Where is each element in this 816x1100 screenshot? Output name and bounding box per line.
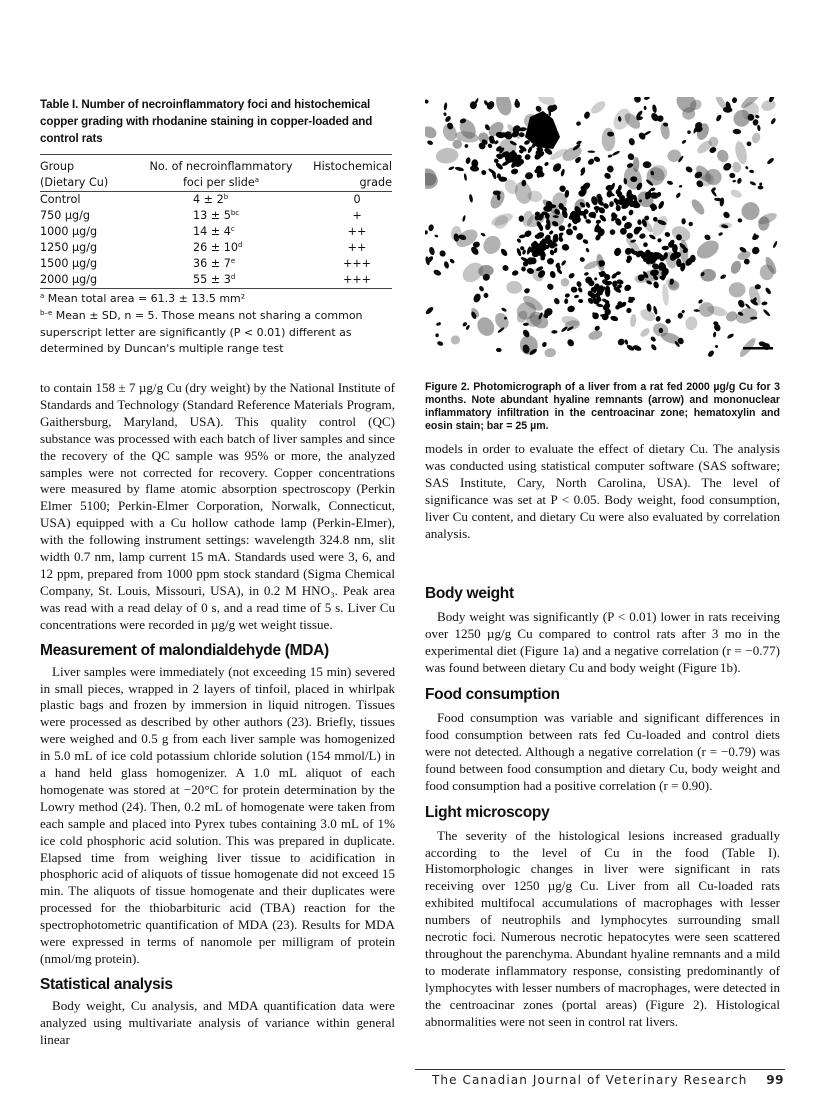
- figure-caption: Figure 2. Photomicrograph of a liver from a rat fed 2000 µg/g Cu for 3 months. Note abundant hyaline remnants (arrow) and mononuclear inflammatory infiltration in the centroacinar zone; hematoxylin and eosin stain; bar = 25 µm.: [425, 380, 780, 433]
- cell-grade: [312, 224, 392, 240]
- cell-foci-value: 55 ± 3: [193, 273, 231, 286]
- cell-grade-value: +++: [342, 257, 372, 270]
- paragraph-body-weight: Body weight was significantly (P < 0.01) lower in rats receiving over 1250 µg/g Cu compared to control rats after 3 mo in the experimental diet (Figure 1a) and a negative correlation (r = −0.77) was found between dietary Cu and body weight (Figure 1b).: [425, 609, 780, 676]
- paragraph-stats-cont: models in order to evaluate the effect of dietary Cu. The analysis was conducted using statistical computer software (SAS software; SAS Institute, Cary, North Carolina, USA). The level of significance was set at P < 0.05. Body weight, food consumption, liver Cu content, and dietary Cu were also evaluated by correlation analysis.: [425, 441, 780, 541]
- data-table: [40, 154, 392, 289]
- header-grade: Histochemical: [312, 155, 392, 176]
- cell-foci-superscript: c: [230, 225, 235, 233]
- table-row: [40, 256, 392, 272]
- header-foci-sub-text: foci per slide: [182, 176, 255, 189]
- right-column-text: [425, 441, 780, 1030]
- cell-foci-value: 14 ± 4: [193, 225, 231, 238]
- cell-group: 1250 µg/g: [40, 241, 98, 254]
- table-row: [40, 272, 392, 289]
- cell-foci-value: 36 ± 7: [193, 257, 231, 270]
- table-header-row: [40, 175, 392, 192]
- cell-foci: [130, 272, 312, 289]
- page-number: 99: [766, 1073, 784, 1087]
- heading-body-weight: Body weight: [425, 585, 514, 603]
- footnote-marker: a: [40, 292, 45, 300]
- cell-foci: [130, 256, 312, 272]
- cell-grade-value: ++: [347, 241, 367, 254]
- cell-foci-value: 13 ± 5: [193, 209, 231, 222]
- cell-foci: [130, 208, 312, 224]
- cell-foci-value: 26 ± 10: [193, 241, 238, 254]
- paragraph-stats-start: Body weight, Cu analysis, and MDA quantification data were analyzed using multivariate analysis of variance within general linear: [40, 997, 395, 1047]
- footnote-b-e: [40, 308, 392, 357]
- cell-foci: [130, 192, 312, 209]
- cell-group: 1500 µg/g: [40, 257, 98, 270]
- footnote-a: [40, 291, 392, 307]
- cell-foci-value: 4 ± 2: [193, 193, 224, 206]
- footer-rule: [415, 1069, 785, 1070]
- paragraph-light-microscopy: The severity of the histological lesions increased gradually according to the level of Cu in the food (Table I). Histomorphologic changes in liver were significant in rats receiving over 1250 µg/g Cu. Liver from all Cu-loaded rats exhibited multifocal accumulations of macrophages with lesser numbers of neutrophils and lymphocytes surrounding small necrotic foci. Numerous necrotic hepatocytes were seen scattered throughout the parenchyma. Abundant hyaline remnants and a mild to moderate inflammatory response, consisting predominantly of lymphocytes with lesser numbers of macrophages, were detected in the centroacinar zones (portal areas) (Figure 2). Histological abnormalities were not seen in control rat livers.: [425, 827, 780, 1029]
- figure-2-photomicrograph: [425, 97, 777, 357]
- cell-grade-value: ++: [347, 225, 367, 238]
- scale-bar: [743, 347, 773, 350]
- heading-light-microscopy: Light microscopy: [425, 803, 550, 821]
- cell-foci-superscript: e: [230, 257, 236, 265]
- cell-foci: [130, 224, 312, 240]
- cell-group: 1000 µg/g: [40, 225, 98, 238]
- cell-grade-value: +++: [342, 273, 372, 286]
- footnote-marker: b–e: [40, 309, 53, 318]
- paragraph-cu-analysis: to contain 158 ± 7 µg/g Cu (dry weight) by the National Institute of Standards and Technology (Standard Reference Materials Program, Gaithersburg, Maryland, USA). This quality control (QC) substance was processed with each batch of liver samples and since the recovery of the QC sample was 95% or more, the analyzed samples were not corrected for recovery. Copper concentrations were measured by flame atomic absorption spectroscopy (Perkin Elmer 5100; Perkin-Elmer Corporation, Norwalk, Connecticut, USA) equipped with a Cu hollow cathode lamp (Perkin-Elmer), with the following instrument settings: wavelength 324.8 nm, slit width 0.7 nm, lamp current 15 mA. Standards used were 3, 6, and 12 ppm, prepared from 1000 ppm stock standard (Sigma Chemical Company, St. Louis, Missouri, USA), in 0.2 M HNO₃. Peak area was read with a read delay of 0 s, and a read time of 5 s. Liver Cu concentrations were recorded in µg/g wet weight tissue.: [40, 380, 395, 632]
- heading-statistical-analysis: Statistical analysis: [40, 975, 173, 993]
- cell-group: 2000 µg/g: [40, 272, 130, 289]
- paragraph-mda: Liver samples were immediately (not exceeding 15 min) severed in small pieces, wrapped in 2 layers of tinfoil, placed in whirlpak plastic bags and frozen by immersion in liquid nitrogen. Tissues were processed as described by other authors (23). Briefly, tissues were weighed and 0.5 g from each liver sample was homogenized in 5.0 mL of ice cold potassium chloride solution (154 mmol/L) in a hand held glass homogenizer. A 1.0 mL aliquot of each homogenate was stored at −20°C for protein determination by the Lowry method (24). Then, 0.2 mL of homogenate were taken from each sample and placed into Pyrex tubes containing 3.0 mL of 1% ice cold phosphoric acid solution. This was prepared in duplicate. Elapsed time from weighing liver tissue to acidification in phosphoric acid of aliquots of tissue homogenate did not exceed 15 min. The aliquots of tissue homogenate and their duplicates were processed for the thiobarbituric acid (TBA) reaction for the spectrophotometric quantification of MDA (23). Results for MDA were expressed in terms of nanomole per milligram of protein (nmol/mg protein).: [40, 663, 395, 966]
- table-footnotes: [40, 291, 392, 358]
- table-caption: Table I. Number of necroinflammatory foci and histochemical copper grading with rhodanine staining in copper-loaded and control rats: [40, 98, 373, 145]
- heading-food-consumption: Food consumption: [425, 686, 560, 704]
- table-row: [40, 240, 392, 256]
- header-grade-sub: grade: [312, 175, 392, 192]
- footnote-text: Mean ± SD, n = 5. Those means not sharing a common superscript letter are significantly (P < 0.01) different as determined by Duncan's multiple range test: [40, 309, 363, 356]
- footnote-text: Mean total area = 61.3 ± 13.5 mm²: [47, 292, 246, 305]
- header-foci-sub: [130, 175, 312, 192]
- table-row: [40, 224, 392, 240]
- header-group: Group: [40, 155, 130, 176]
- photomicrograph-image: [425, 97, 777, 357]
- table-header-row: [40, 155, 392, 176]
- table-1: [40, 96, 392, 359]
- journal-name: The Canadian Journal of Veterinary Research: [432, 1073, 748, 1087]
- cell-foci-superscript: d: [230, 273, 236, 281]
- cell-group: 750 µg/g: [40, 209, 90, 222]
- footnote-marker: a: [254, 176, 260, 184]
- cell-foci-superscript: b: [223, 193, 229, 201]
- paragraph-food-consumption: Food consumption was variable and significant differences in food consumption between rats fed Cu-loaded and control diets were not detected. Although a negative correlation (r = −0.79) was found between food consumption and dietary Cu, body weight and food consumption had a positive correlation (r = 0.90).: [425, 710, 780, 793]
- cell-grade: [312, 240, 392, 256]
- page-footer: [432, 1073, 784, 1087]
- cell-grade: [312, 256, 392, 272]
- cell-grade-value: +: [352, 209, 362, 222]
- cell-foci-superscript: d: [237, 241, 243, 249]
- cell-grade: [312, 192, 392, 209]
- heading-mda: Measurement of malondialdehyde (MDA): [40, 641, 329, 659]
- left-column-text: [40, 380, 395, 1049]
- table-row: [40, 192, 392, 209]
- cell-grade: [312, 208, 392, 224]
- cell-grade-value: 0: [353, 193, 361, 206]
- table-row: [40, 208, 392, 224]
- cell-foci: [130, 240, 312, 256]
- cell-foci-superscript: bc: [230, 209, 240, 217]
- cell-group: Control: [40, 193, 81, 206]
- header-foci: No. of necroinflammatory: [130, 155, 312, 176]
- cell-grade: [312, 272, 392, 289]
- header-group-sub: (Dietary Cu): [40, 175, 130, 192]
